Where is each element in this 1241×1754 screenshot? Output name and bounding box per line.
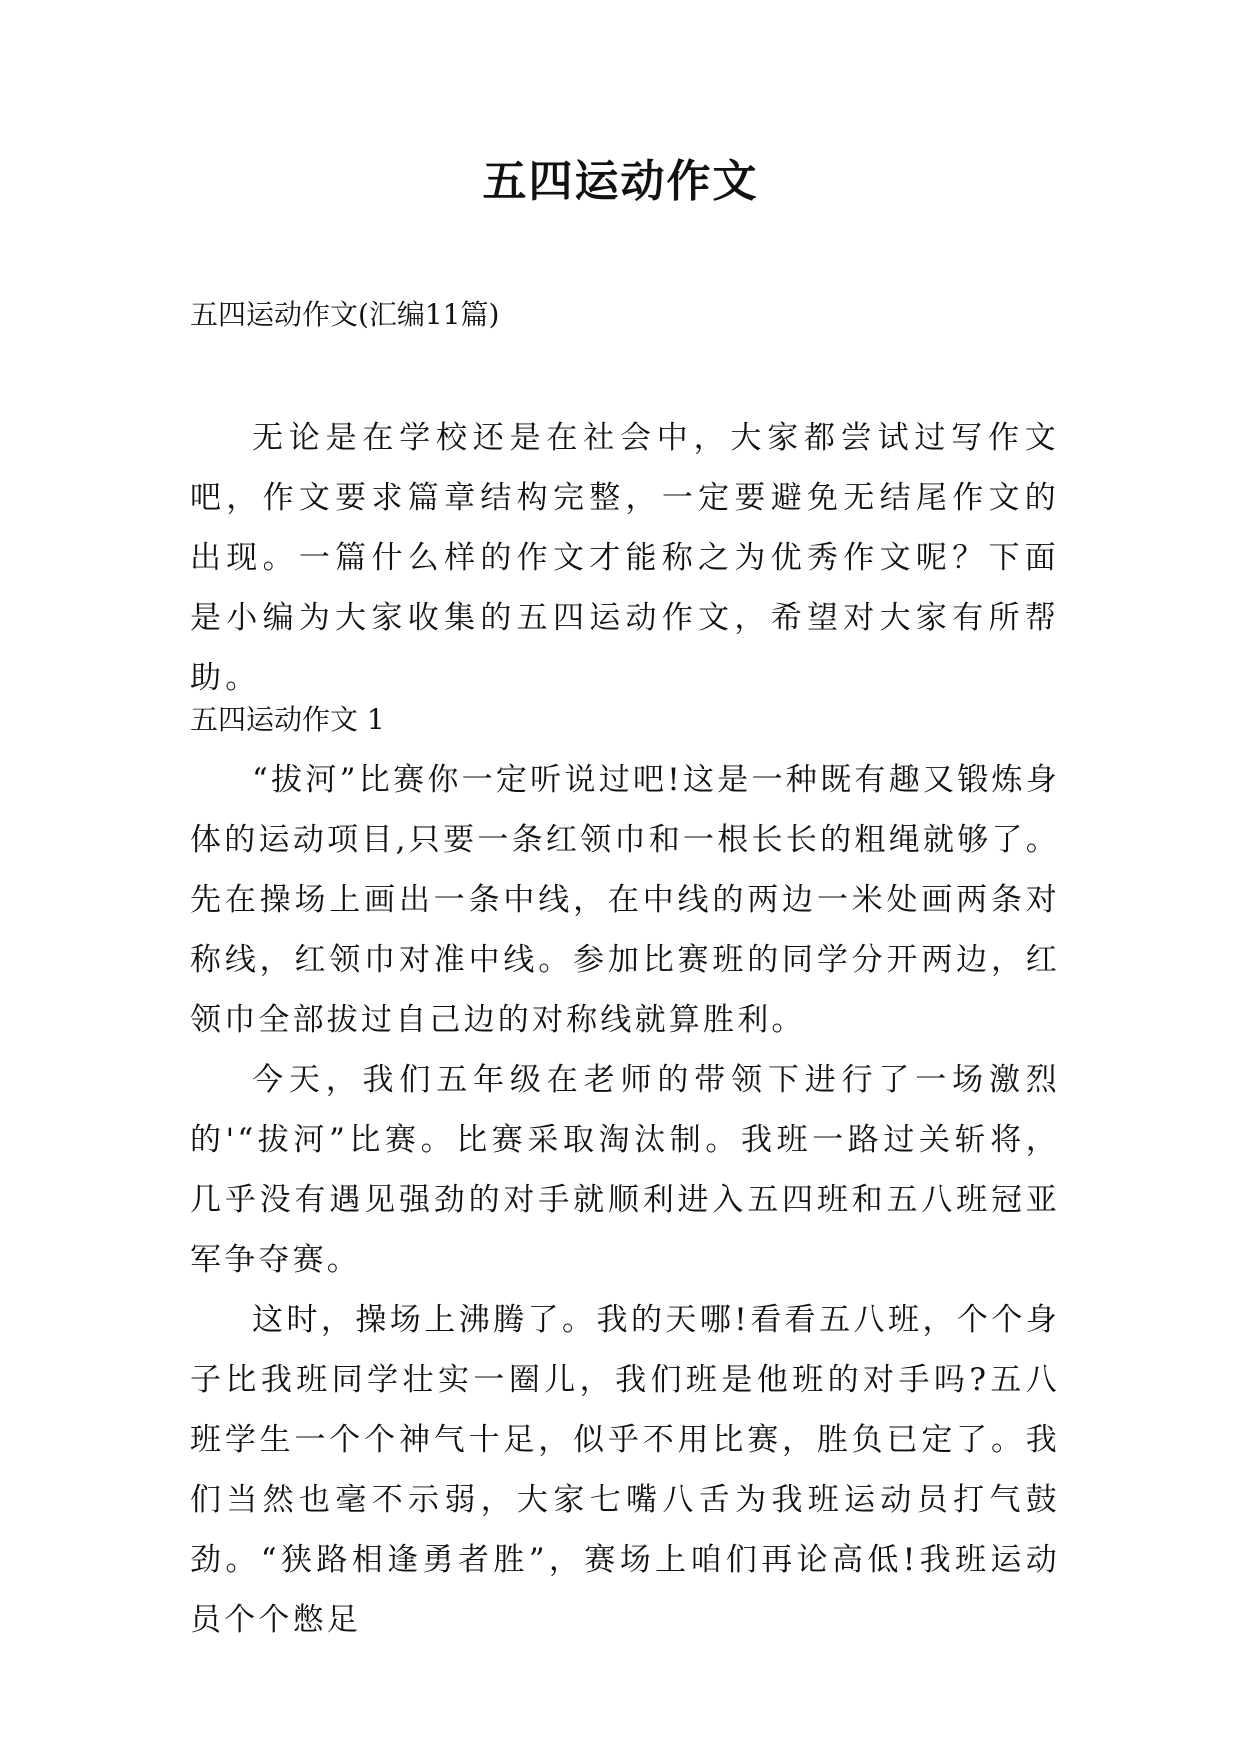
essay-paragraph: “拔河”比赛你一定听说过吧!这是一种既有趣又锻炼身体的运动项目,只要一条红领巾和一根长长的粗绳就够了。先在操场上画出一条中线，在中线的两边一米处画两条对称线，红领巾对准中线。参加比赛班的同学分开两边，红领巾全部拔过自己边的对称线就算胜利。 — [190, 762, 1060, 1038]
essay-paragraph: 今天，我们五年级在老师的带领下进行了一场激烈的'“拔河”比赛。比赛采取淘汰制。我班一路过关斩将，几乎没有遇见强劲的对手就顺利进入五四班和五八班冠亚军争夺赛。 — [190, 1062, 1060, 1278]
essay-heading: 五四运动作文 1 — [190, 703, 385, 736]
intro-block — [190, 408, 1060, 708]
essay-paragraph: 这时，操场上沸腾了。我的天哪!看看五八班，个个身子比我班同学壮实一圈儿，我们班是他班的对手吗?五八班学生一个个神气十足，似乎不用比赛，胜负已定了。我们当然也毫不示弱，大家七嘴八舌为我班运动员打气鼓劲。“狭路相逢勇者胜”，赛场上咱们再论高低!我班运动员个个憋足 — [190, 1302, 1060, 1638]
intro-paragraph: 无论是在学校还是在社会中，大家都尝试过写作文吧，作文要求篇章结构完整，一定要避免无结尾作文的出现。一篇什么样的作文才能称之为优秀作文呢？下面是小编为大家收集的五四运动作文，希望对大家有所帮助。 — [190, 420, 1060, 696]
document-subtitle: 五四运动作文(汇编11篇) — [190, 298, 500, 331]
essay-body — [190, 750, 1060, 1650]
document-title: 五四运动作文 — [482, 156, 759, 207]
